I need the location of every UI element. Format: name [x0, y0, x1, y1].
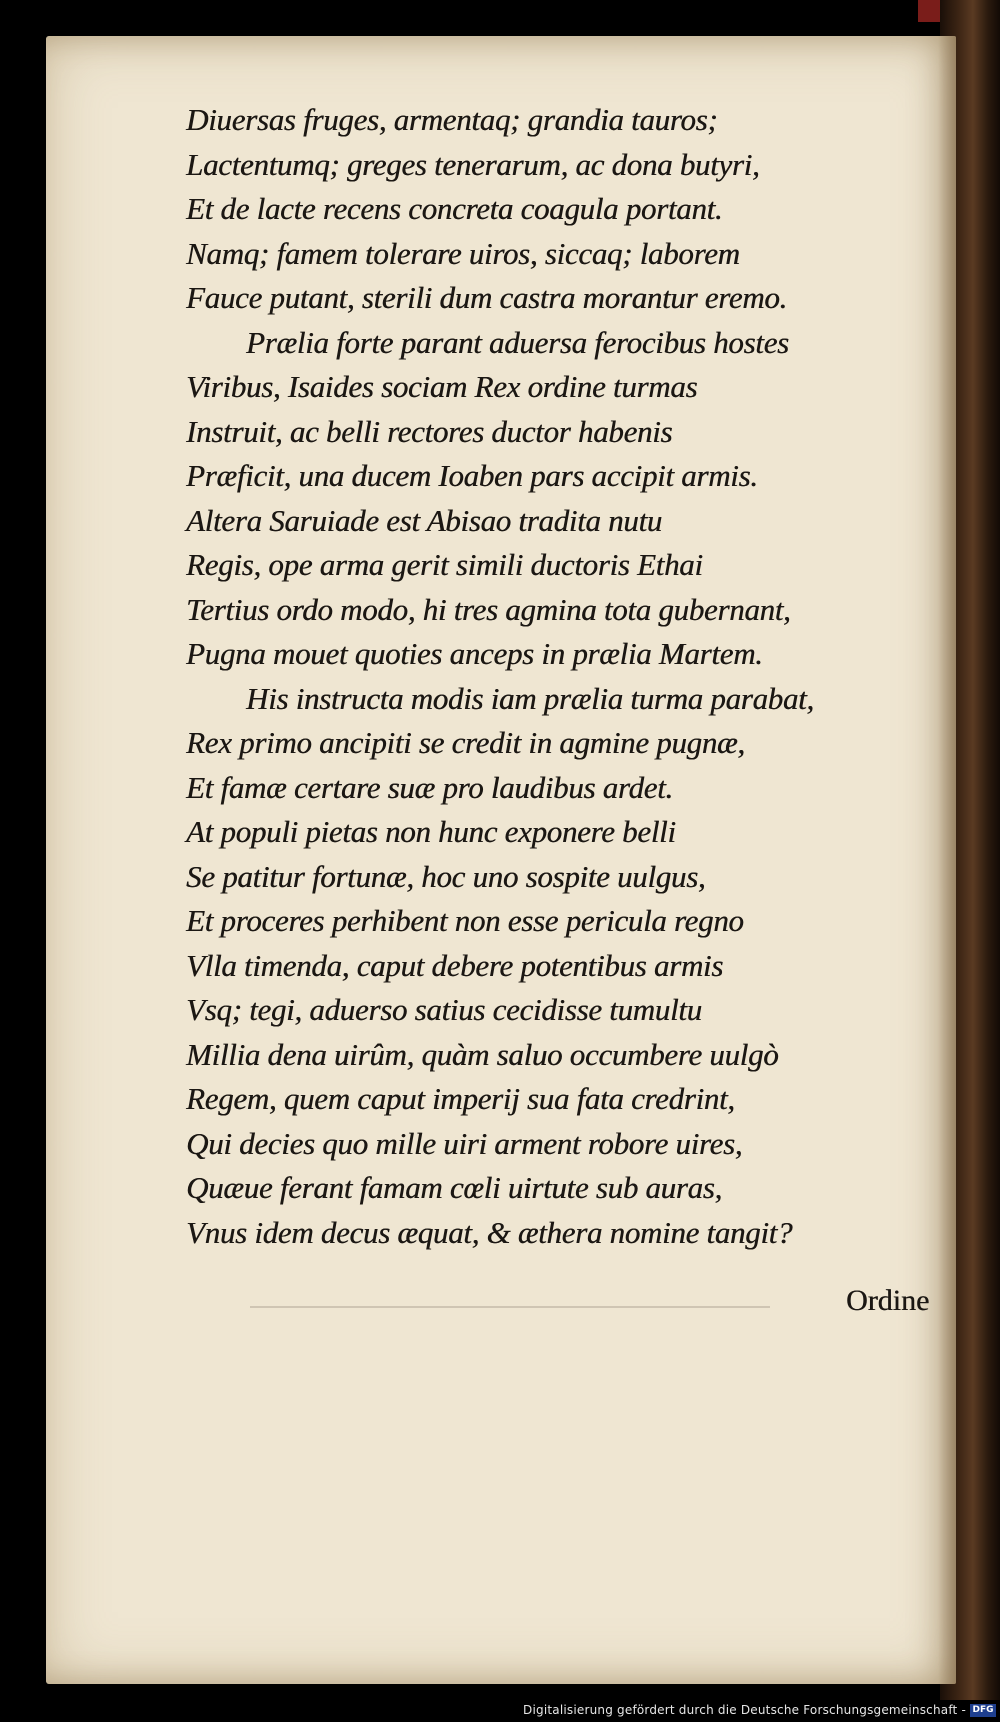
verse-line: Viribus, Isaides sociam Rex ordine turmas — [186, 369, 698, 404]
verse-line: Regem, quem caput imperij sua fata credrint, — [186, 1081, 735, 1116]
verse-line: Vlla timenda, caput debere potentibus armis — [186, 947, 723, 983]
verse-line: Et famæ certare suæ pro laudibus ardet. — [186, 769, 673, 805]
verse-line: Vsq; tegi, aduerso satius cecidisse tumultu — [186, 992, 702, 1027]
verse-line: Instruit, ac belli rectores ductor habenis — [186, 413, 673, 449]
verse-line: Rex primo ancipiti se credit in agmine pugnæ, — [186, 725, 745, 760]
verse-line: Regis, ope arma gerit simili ductoris Ethai — [186, 547, 703, 582]
digitization-footer — [0, 1700, 1000, 1722]
verse-line: At populi pietas non hunc exponere belli — [186, 814, 676, 849]
verse-line: Tertius ordo modo, hi tres agmina tota gubernant, — [186, 591, 791, 627]
dfg-logo-icon: DFG — [970, 1704, 996, 1717]
verse-line: Pugna mouet quoties anceps in prælia Martem. — [186, 636, 763, 671]
verse-text-block — [186, 98, 906, 1255]
cover-corner — [918, 0, 940, 22]
verse-line: Præficit, una ducem Ioaben pars accipit armis. — [186, 458, 758, 493]
funding-credit: Digitalisierung gefördert durch die Deutsche Forschungsgemeinschaft - — [523, 1703, 966, 1717]
ink-smudge — [250, 1306, 770, 1308]
verse-line: Et de lacte recens concreta coagula portant. — [186, 191, 723, 226]
catchword: Ordine — [846, 1284, 930, 1317]
verse-line: Vnus idem decus æquat, & æthera nomine tangit? — [186, 1214, 793, 1250]
verse-line: Lactentumq; greges tenerarum, ac dona butyri, — [186, 146, 760, 182]
verse-line: Fauce putant, sterili dum castra morantur eremo. — [186, 280, 787, 315]
verse-line: Et proceres perhibent non esse pericula regno — [186, 903, 744, 938]
page-gutter-shadow — [938, 36, 956, 1684]
verse-line-paragraph-start: Prælia forte parant aduersa ferocibus hostes — [246, 324, 789, 360]
verse-line-paragraph-start: His instructa modis iam prælia turma parabat, — [246, 680, 814, 716]
verse-line: Diuersas fruges, armentaq; grandia tauros; — [186, 102, 718, 137]
verse-line: Altera Saruiade est Abisao tradita nutu — [186, 502, 662, 538]
verse-line: Namq; famem tolerare uiros, siccaq; laborem — [186, 235, 740, 271]
verse-line: Qui decies quo mille uiri arment robore uires, — [186, 1125, 743, 1161]
verse-line: Quæue ferant famam cœli uirtute sub auras, — [186, 1170, 722, 1205]
verse-line: Millia dena uirûm, quàm saluo occumbere uulgò — [186, 1036, 779, 1072]
verse-line: Se patitur fortunæ, hoc uno sospite uulgus, — [186, 858, 706, 894]
